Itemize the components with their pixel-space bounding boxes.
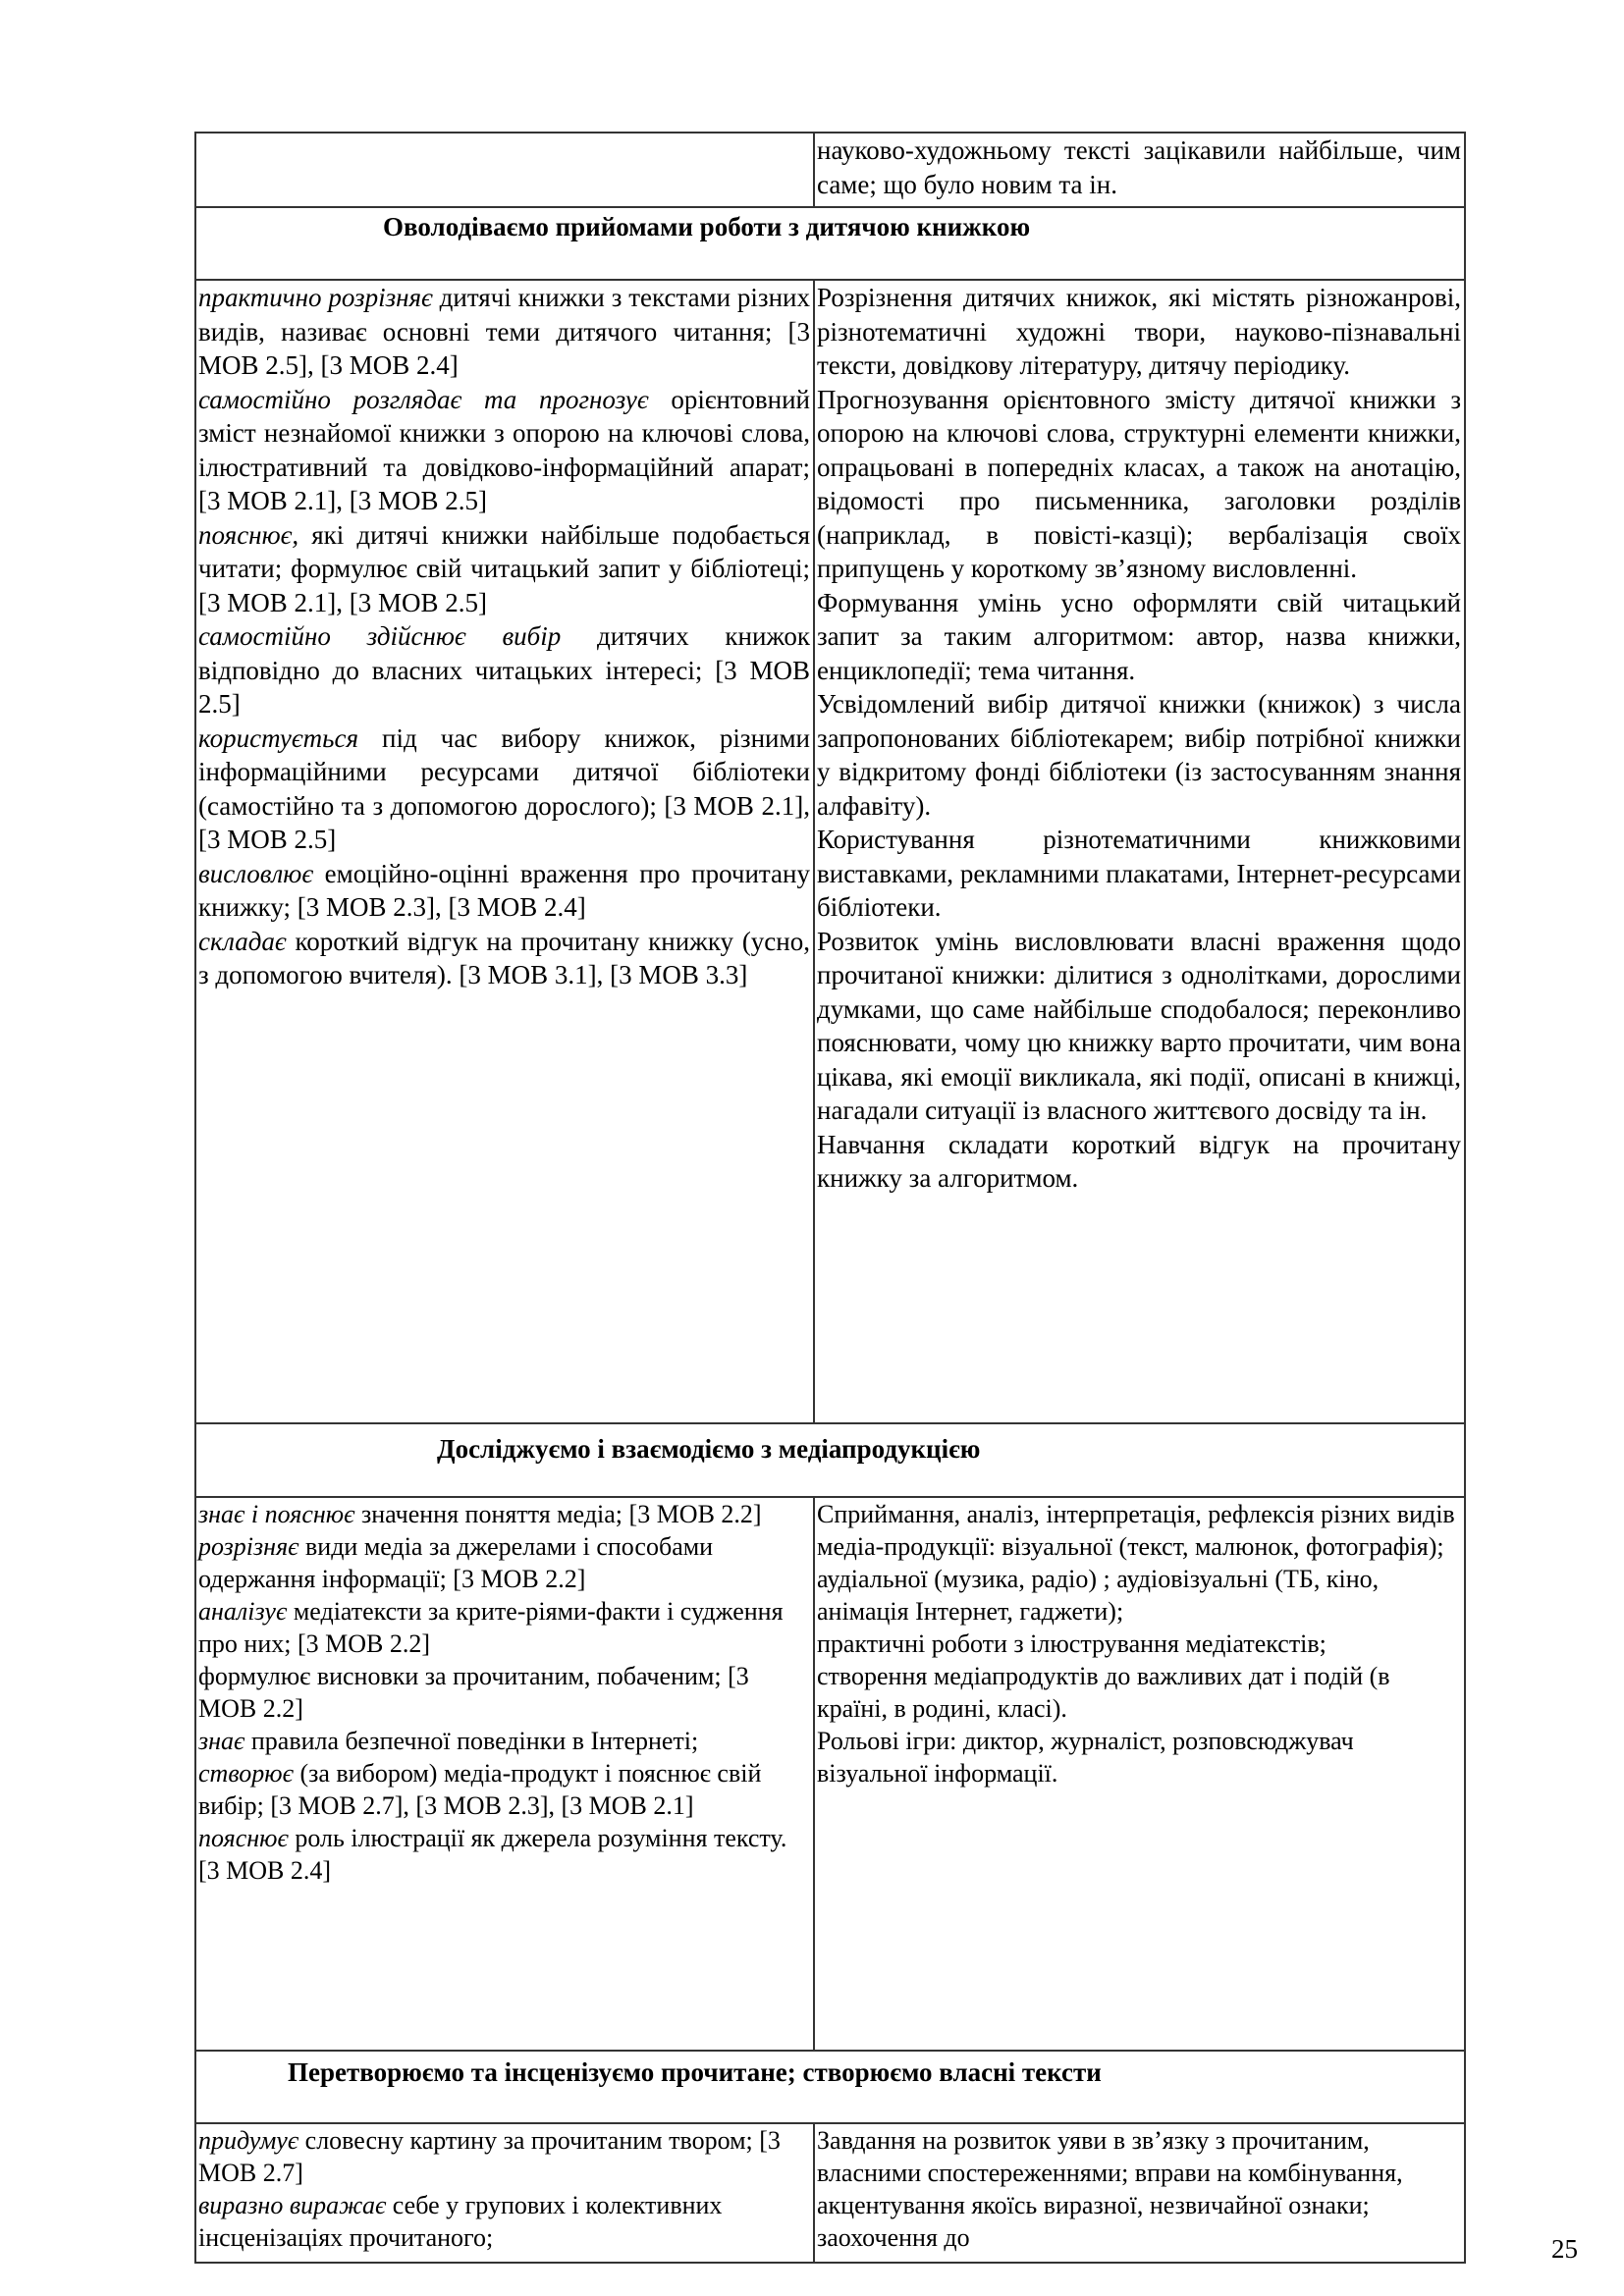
content-cell: [815, 2124, 1464, 2262]
content-item: практичні роботи з ілюстрування медіатекстів;: [817, 1629, 1326, 1658]
expected-results-cell: [196, 281, 815, 1422]
outcome-text: (за вибором) медіа-продукт і пояснює свій вибір; [3 МОВ 2.7], [3 МОВ 2.3], [3 МОВ 2.1]: [198, 1759, 762, 1820]
content-cell: [815, 281, 1464, 1422]
learning-outcome: [198, 383, 810, 518]
section-header-row: [196, 1422, 1464, 1496]
content-item: Навчання складати короткий відгук на прочитану книжку за алгоритмом.: [817, 1129, 1461, 1193]
content-item: Користування різнотематичними книжковими виставками, рекламними плакатами, Інтернет-ресурсами бібліотеки.: [817, 825, 1461, 922]
curriculum-table: [194, 132, 1466, 2264]
learning-outcome: [198, 619, 810, 721]
section-header-row: [196, 2050, 1464, 2122]
outcome-text: орієнтовний зміст незнайомої книжки з опорою на ключові слова, ілюстративний та довідково-інформаційний апарат; [3 МОВ 2.1], [3 МОВ 2.5]: [198, 384, 810, 515]
action-verb: пояснює: [198, 1824, 289, 1852]
action-verb: створює: [198, 1759, 294, 1788]
action-verb: практично розрізняє: [198, 283, 433, 312]
outcome-text: себе у групових і колективних інсценізаціях прочитаного;: [198, 2191, 723, 2252]
outcome-text: під час вибору книжок, різними інформаційними ресурсами дитячої бібліотеки (самостійно та з допомогою дорослого); [3 МОВ 2.1], [3 МОВ 2.5]: [198, 722, 810, 854]
outcome-text: емоційно-оцінні враження про прочитану книжку; [3 МОВ 2.3], [3 МОВ 2.4]: [198, 858, 810, 922]
action-verb: самостійно здійснює вибір: [198, 621, 562, 651]
outcome-text: дитячі книжки з текстами різних видів, називає основні теми дитячого читання; [3 МОВ 2.5], [3 МОВ 2.4]: [198, 283, 810, 380]
outcome-text: правила безпечної поведінки в Інтернеті;: [244, 1727, 699, 1755]
outcome-text: роль ілюстрації як джерела розуміння тексту. [3 МОВ 2.4]: [198, 1824, 787, 1885]
content-item: Прогнозування орієнтовного змісту дитячої книжки з опорою на ключові слова, структурні елементи книжки, опрацьовані в попередніх класах, а також на анотацію, відомості про письменника, заголовки розділів (наприклад, в повісті-казці); вербалізація своїх припущень у короткому зв’язному висловленні.: [817, 384, 1461, 583]
table-row: [196, 1496, 1464, 2050]
action-verb: виразно виражає: [198, 2191, 387, 2219]
action-verb: висловлює: [198, 858, 314, 888]
expected-results-cell: [196, 2124, 815, 2262]
action-verb: аналізує: [198, 1597, 288, 1626]
content-item: Рольові ігри: диктор, журналіст, розповсюджувач візуальної інформації.: [817, 1727, 1354, 1788]
outcome-text: які дитячі книжки найбільше подобається читати; формулює свій читацький запит у бібліотеці; [3 МОВ 2.1], [3 МОВ 2.5]: [198, 519, 810, 617]
section-title: Досліджуємо і взаємодіємо з медіапродукцією: [437, 1434, 981, 1464]
content-item: аудіальної (музика, радіо) ; аудіовізуальні (ТБ, кіно, анімація Інтернет, гаджети);: [817, 1565, 1380, 1626]
outcome-text: словесну картину за прочитаним твором; [3 МОВ 2.7]: [198, 2126, 781, 2187]
learning-outcome: [198, 1660, 810, 1725]
learning-outcome: [198, 857, 810, 925]
expected-results-cell: [196, 133, 815, 206]
learning-outcome: [198, 1595, 810, 1660]
action-verb: самостійно розглядає та прогнозує: [198, 384, 649, 414]
learning-outcome: [198, 925, 810, 992]
action-verb: придумує: [198, 2126, 299, 2155]
content-cell: [815, 133, 1464, 206]
learning-outcome: [198, 1822, 810, 1887]
learning-outcome: [198, 281, 810, 383]
outcome-text: види медіа за джерелами і способами одержання інформації; [3 МОВ 2.2]: [198, 1532, 714, 1593]
learning-outcome: [198, 1725, 810, 1757]
content-cell: [815, 1498, 1464, 2050]
content-item: Сприймання, аналіз, інтерпретація, рефлексія різних видів медіа-продукції: візуальної (текст, малюнок, фотографія);: [817, 1500, 1455, 1561]
outcome-text: дитячих книжок відповідно до власних читацьких інтересі; [3 МОВ 2.5]: [198, 621, 810, 719]
action-verb: знає: [198, 1727, 245, 1755]
expected-results-cell: [196, 1498, 815, 2050]
content-item: Розрізнення дитячих книжок, які містять різножанрові, різнотематичні художні твори, науково-пізнавальні тексти, довідкову літературу, дитячу періодику.: [817, 283, 1461, 380]
learning-outcome: [198, 2189, 810, 2254]
learning-outcome: [198, 2124, 810, 2189]
learning-outcome: [198, 518, 810, 620]
table-row: [196, 2122, 1464, 2262]
learning-outcome: [198, 1757, 810, 1822]
learning-outcome: [198, 1498, 810, 1530]
content-item: Усвідомлений вибір дитячої книжки (книжок) з числа запропонованих бібліотекарем; вибір потрібної книжки у відкритому фонді бібліотеки (із застосуванням знання алфавіту).: [817, 689, 1461, 821]
content-item: Завдання на розвиток уяви в зв’язку з прочитаним, власними спостереженнями; вправи на комбінування, акцентування якоїсь виразної, незвичайної ознаки; заохочення до: [817, 2126, 1403, 2252]
action-verb: складає: [198, 926, 287, 956]
table-row-continuation: [196, 133, 1464, 206]
action-verb: знає і пояснює: [198, 1500, 355, 1528]
section-title: Оволодіваємо прийомами роботи з дитячою книжкою: [383, 212, 1031, 241]
outcome-text: медіатексти за крите-ріями-факти і судження про них; [3 МОВ 2.2]: [198, 1597, 784, 1658]
outcome-text: значення поняття медіа; [3 МОВ 2.2]: [354, 1500, 762, 1528]
content-item: створення медіапродуктів до важливих дат і подій (в країні, в родині, класі).: [817, 1662, 1390, 1723]
action-verb: пояснює,: [198, 519, 299, 550]
table-row: [196, 279, 1464, 1422]
learning-outcome: [198, 721, 810, 857]
section-title: Перетворюємо та інсценізуємо прочитане; створюємо власні тексти: [288, 2057, 1102, 2087]
cell-text: науково-художньому тексті зацікавили найбільше, чим саме; що було новим та ін.: [817, 135, 1461, 199]
content-item: Формування умінь усно оформляти свій читацький запит за таким алгоритмом: автор, назва книжки, енциклопедії; тема читання.: [817, 587, 1461, 685]
action-verb: розрізняє: [198, 1532, 299, 1561]
learning-outcome: [198, 1530, 810, 1595]
action-verb: користується: [198, 722, 358, 753]
content-item: Розвиток умінь висловлювати власні враження щодо прочитаної книжки: ділитися з однолітками, дорослими думками, що саме найбільше сподобалося; переконливо пояснювати, чому цю книжку варто прочитати, чим вона цікава, які емоції викликала, які події, описані в книжці, нагадали ситуації із власного життєвого досвіду та ін.: [817, 926, 1461, 1125]
outcome-text: короткий відгук на прочитану книжку (усно, з допомогою вчителя). [3 МОВ 3.1], [3 МОВ 3.3]: [198, 926, 810, 989]
section-header-row: [196, 206, 1464, 279]
outcome-text: формулює висновки за прочитаним, побаченим; [3 МОВ 2.2]: [198, 1662, 749, 1723]
page-number: 25: [1551, 2234, 1578, 2264]
